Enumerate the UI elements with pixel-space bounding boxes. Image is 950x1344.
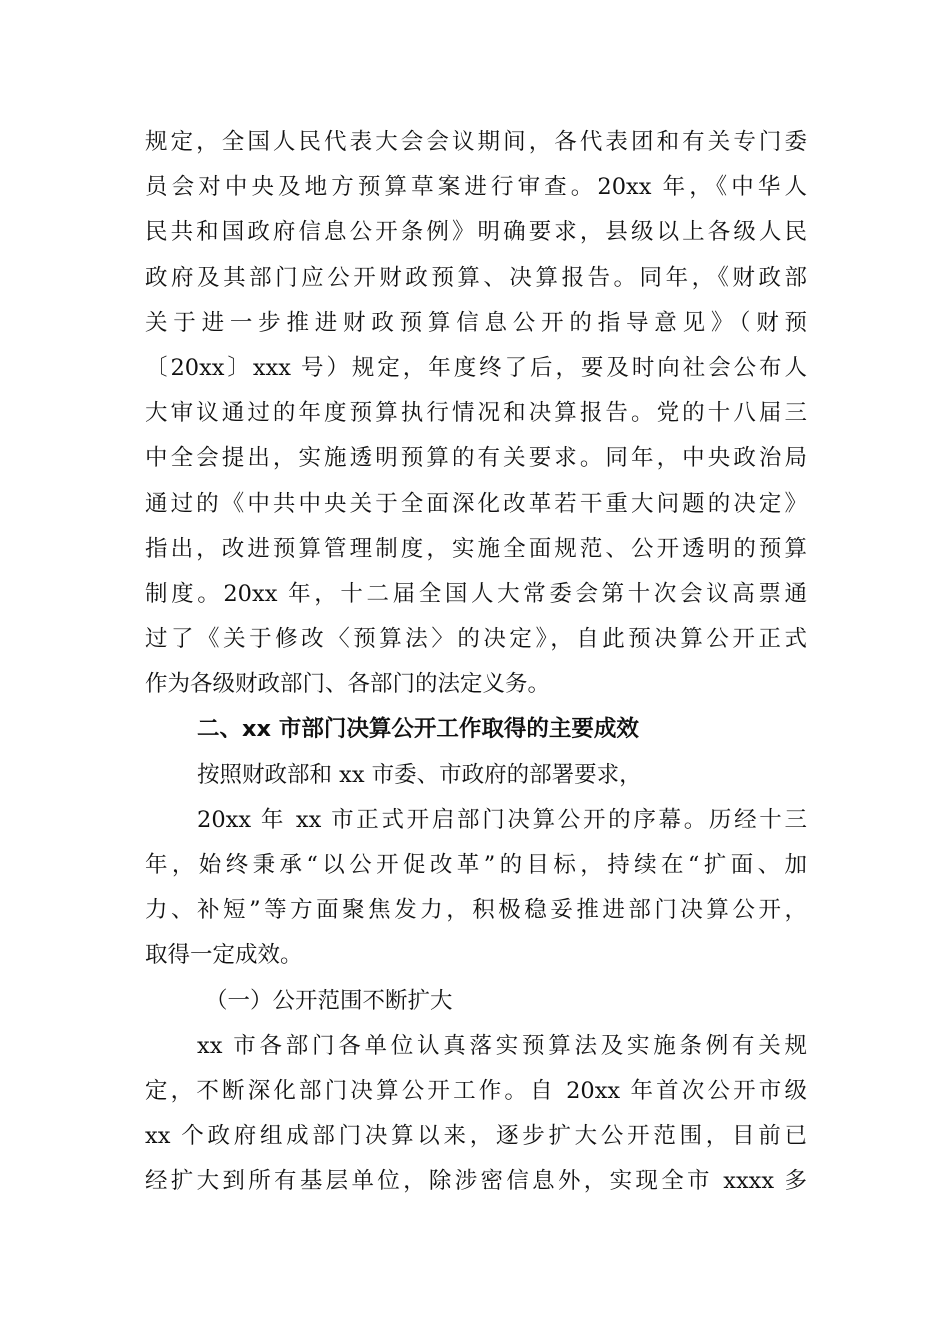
text-line: 制度。20xx 年，十二届全国人大常委会第十次会议高票通 (145, 580, 807, 607)
text-line: 作为各级财政部门、各部门的法定义务。 (145, 671, 551, 698)
text-line: 定，不断深化部门决算公开工作。自 20xx 年首次公开市级 (145, 1077, 807, 1104)
text-line: xx 个政府组成部门决算以来，逐步扩大公开范围，目前已 (145, 1123, 807, 1150)
paragraph-legal-background (145, 120, 807, 707)
text-line: 力、补短”等方面聚焦发力，积极稳妥推进部门决算公开， (145, 897, 807, 924)
section-heading: 二、xx 市部门决算公开工作取得的主要成效 (197, 716, 639, 743)
text-line: 中全会提出，实施透明预算的有关要求。同年，中央政治局 (145, 445, 807, 472)
paragraph-intro: 按照财政部和 xx 市委、市政府的部署要求， (197, 761, 642, 788)
text-line: 过了《关于修改〈预算法〉的决定》，自此预决算公开正式 (145, 626, 807, 653)
paragraph-scope (145, 1024, 807, 1205)
text-line: xx 市各部门各单位认真落实预算法及实施条例有关规 (197, 1032, 807, 1059)
paragraph-achievements (145, 798, 807, 979)
text-line: 规定，全国人民代表大会会议期间，各代表团和有关专门委 (145, 129, 807, 155)
text-line: 关于进一步推进财政预算信息公开的指导意见》（财预 (145, 309, 807, 336)
text-line: 指出，改进预算管理制度，实施全面规范、公开透明的预算 (145, 535, 807, 562)
text-line: 通过的《中共中央关于全面深化改革若干重大问题的决定》 (145, 490, 807, 517)
text-line: 20xx 年 xx 市正式开启部门决算公开的序幕。历经十三 (197, 806, 807, 833)
text-line: 民共和国政府信息公开条例》明确要求，县级以上各级人民 (145, 219, 807, 246)
text-line: 〔20xx〕xxx 号）规定，年度终了后，要及时向社会公布人 (145, 354, 807, 381)
text-line: 取得一定成效。 (145, 942, 303, 969)
text-line: 大审议通过的年度预算执行情况和决算报告。党的十八届三 (145, 400, 807, 427)
text-line: 年，始终秉承“以公开促改革”的目标，持续在“扩面、加 (145, 852, 807, 878)
text-line: 经扩大到所有基层单位，除涉密信息外，实现全市 xxxx 多 (145, 1168, 807, 1195)
text-line: 政府及其部门应公开财政预算、决算报告。同年，《财政部 (145, 264, 807, 291)
subsection-heading: （一）公开范围不断扩大 (205, 987, 453, 1014)
document-body (145, 120, 807, 1205)
text-line: 员会对中央及地方预算草案进行审查。20xx 年，《中华人 (145, 174, 807, 201)
